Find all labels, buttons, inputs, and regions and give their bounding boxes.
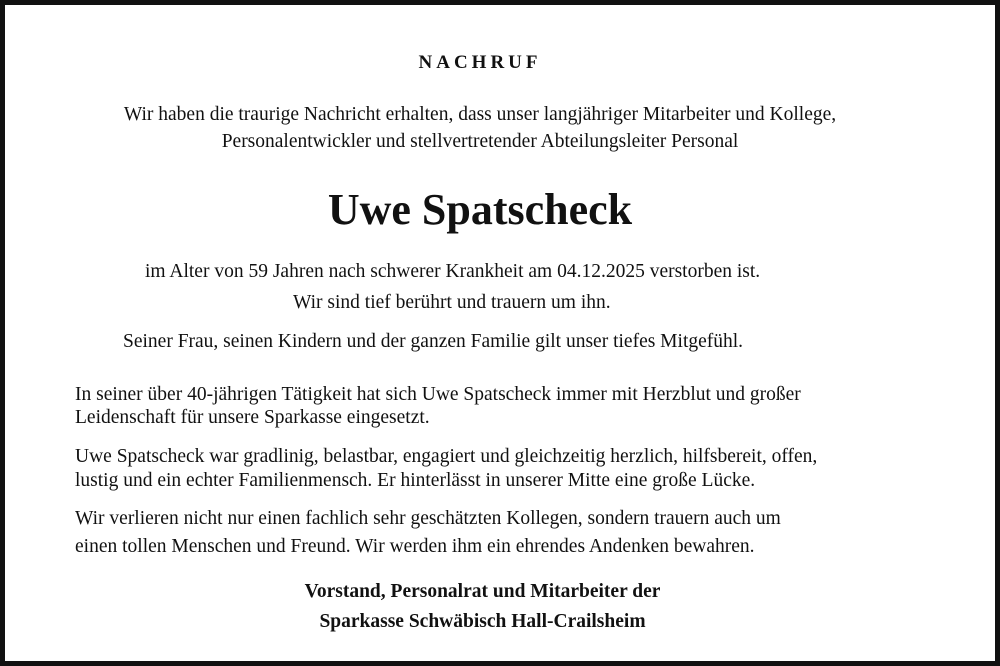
body-line: lustig und ein echter Familienmensch. Er hinterlässt in unserer Mitte eine große Lücke.: [75, 470, 756, 491]
notice-title: NACHRUF: [418, 52, 542, 73]
signature-line: Vorstand, Personalrat und Mitarbeiter der: [304, 581, 661, 602]
detail-line: Seiner Frau, seinen Kindern und der ganzen Familie gilt unser tiefes Mitgefühl.: [123, 331, 744, 352]
body-line: Uwe Spatscheck war gradlinig, belastbar, engagiert und gleichzeitig herzlich, hilfsbereit, offen,: [75, 446, 818, 467]
detail-line: im Alter von 59 Jahren nach schwerer Krankheit am 04.12.2025 verstorben ist.: [145, 261, 761, 282]
body-line: Wir verlieren nicht nur einen fachlich sehr geschätzten Kollegen, sondern trauern auch um: [75, 508, 781, 529]
deceased-name: Uwe Spatscheck: [327, 185, 633, 234]
intro-line: Personalentwickler und stellvertretender Abteilungsleiter Personal: [221, 131, 739, 152]
signature-line: Sparkasse Schwäbisch Hall-Crailsheim: [319, 611, 646, 632]
body-line: einen tollen Menschen und Freund. Wir werden ihm ein ehrendes Andenken bewahren.: [75, 536, 755, 557]
body-line: Leidenschaft für unsere Sparkasse eingesetzt.: [75, 407, 430, 428]
body-line: In seiner über 40-jährigen Tätigkeit hat sich Uwe Spatscheck immer mit Herzblut und großer: [75, 384, 801, 405]
detail-line: Wir sind tief berührt und trauern um ihn.: [293, 292, 611, 313]
intro-line: Wir haben die traurige Nachricht erhalten, dass unser langjähriger Mitarbeiter und Kollege,: [123, 104, 837, 125]
